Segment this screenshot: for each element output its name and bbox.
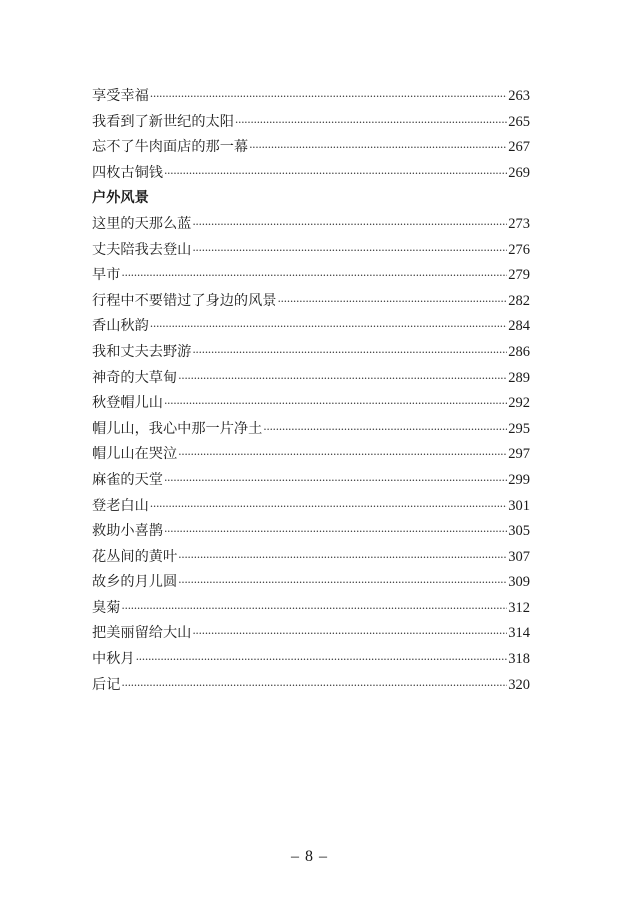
toc-dot-leader [150, 314, 507, 340]
toc-dot-leader [164, 391, 507, 417]
toc-entry[interactable] [92, 212, 530, 238]
toc-entry-page: 265 [508, 113, 530, 130]
toc-entry-page: 318 [508, 651, 530, 668]
toc-dot-leader [178, 570, 507, 596]
toc-entry[interactable] [92, 110, 530, 136]
toc-entry[interactable] [92, 314, 530, 340]
toc-entry-page: 305 [508, 523, 530, 540]
toc-entry[interactable] [92, 135, 530, 161]
toc-dot-leader [121, 596, 507, 622]
toc-entry-page: 307 [508, 548, 530, 565]
toc-dot-leader [121, 263, 507, 289]
toc-dot-leader [178, 545, 507, 571]
toc-entry[interactable] [92, 417, 530, 443]
toc-entry[interactable] [92, 468, 530, 494]
toc-entry-page: 267 [508, 139, 530, 156]
toc-entry-page: 312 [508, 599, 530, 616]
toc-entry-page: 301 [508, 497, 530, 514]
toc-entry[interactable] [92, 621, 530, 647]
toc-entry[interactable] [92, 545, 530, 571]
toc-entry-title: 花丛间的黄叶 [92, 548, 178, 565]
toc-entry-page: 284 [508, 318, 530, 335]
toc-entry-title: 行程中不要错过了身边的风景 [92, 292, 277, 309]
toc-dot-leader [192, 238, 507, 264]
toc-entry-title: 中秋月 [92, 651, 135, 668]
toc-entry-page: 269 [508, 164, 530, 181]
toc-entry-page: 276 [508, 241, 530, 258]
toc-entry-title: 臭菊 [92, 599, 121, 616]
toc-entry-page: 309 [508, 574, 530, 591]
toc-entry[interactable] [92, 519, 530, 545]
page-number: – 8 – [291, 848, 328, 865]
toc-dot-leader [164, 161, 507, 187]
toc-entry-title: 登老白山 [92, 497, 149, 514]
toc-entry[interactable] [92, 238, 530, 264]
toc-section-heading[interactable]: 户外风景 [92, 190, 149, 207]
toc-entry-page: 320 [508, 676, 530, 693]
toc-entry-title: 把美丽留给大山 [92, 625, 192, 642]
toc-entry-title: 后记 [92, 676, 121, 693]
toc-entry-title: 我看到了新世纪的太阳 [92, 113, 234, 130]
toc-dot-leader [178, 442, 507, 468]
toc-entry-title: 忘不了牛肉面店的那一幕 [92, 139, 249, 156]
toc-entry[interactable] [92, 340, 530, 366]
toc-entry[interactable] [92, 673, 530, 699]
toc-entry[interactable] [92, 570, 530, 596]
toc-entry-title: 帽儿山，我心中那一片净土 [92, 420, 263, 437]
toc-dot-leader [192, 212, 507, 238]
toc-entry-title: 神奇的大草甸 [92, 369, 178, 386]
toc-entry-page: 286 [508, 343, 530, 360]
toc-dot-leader [277, 289, 507, 315]
toc-entry[interactable] [92, 442, 530, 468]
toc-entry-title: 麻雀的天堂 [92, 471, 163, 488]
toc-entry[interactable] [92, 289, 530, 315]
toc-entry[interactable] [92, 161, 530, 187]
toc-entry-title: 救助小喜鹊 [92, 523, 163, 540]
toc-entry-title: 秋登帽儿山 [92, 395, 163, 412]
toc-dot-leader [192, 340, 507, 366]
toc-dot-leader [136, 647, 508, 673]
toc-entry-page: 297 [508, 446, 530, 463]
toc-entry-title: 故乡的月儿圆 [92, 574, 178, 591]
toc-dot-leader [150, 494, 507, 520]
toc-entry-page: 299 [508, 471, 530, 488]
toc-entry-title: 丈夫陪我去登山 [92, 241, 192, 258]
table-of-contents [92, 84, 530, 698]
toc-dot-leader [178, 366, 507, 392]
toc-entry[interactable] [92, 391, 530, 417]
toc-dot-leader [121, 673, 507, 699]
toc-entry-title: 香山秋韵 [92, 318, 149, 335]
toc-entry-page: 289 [508, 369, 530, 386]
toc-entry[interactable] [92, 84, 530, 110]
toc-dot-leader [249, 135, 507, 161]
toc-entry-page: 273 [508, 215, 530, 232]
toc-entry[interactable] [92, 647, 530, 673]
toc-entry-page: 263 [508, 88, 530, 104]
toc-entry-page: 279 [508, 267, 530, 284]
toc-entry-title: 享受幸福 [92, 88, 149, 104]
toc-entry-title: 早市 [92, 267, 121, 284]
toc-dot-leader [192, 621, 507, 647]
toc-entry-page: 295 [508, 420, 530, 437]
toc-entry[interactable] [92, 494, 530, 520]
toc-dot-leader [235, 110, 507, 136]
toc-dot-leader [164, 468, 507, 494]
toc-dot-leader [150, 84, 507, 110]
toc-entry[interactable] [92, 366, 530, 392]
toc-dot-leader [164, 519, 507, 545]
toc-entry[interactable] [92, 596, 530, 622]
toc-entry-title: 我和丈夫去野游 [92, 343, 192, 360]
toc-entry[interactable] [92, 263, 530, 289]
toc-entry-title: 这里的天那么蓝 [92, 215, 192, 232]
toc-entry-title: 四枚古铜钱 [92, 164, 163, 181]
toc-entry-page: 292 [508, 395, 530, 412]
toc-entry-page: 314 [508, 625, 530, 642]
toc-entry-title: 帽儿山在哭泣 [92, 446, 178, 463]
toc-entry-page: 282 [508, 292, 530, 309]
toc-dot-leader [263, 417, 507, 443]
